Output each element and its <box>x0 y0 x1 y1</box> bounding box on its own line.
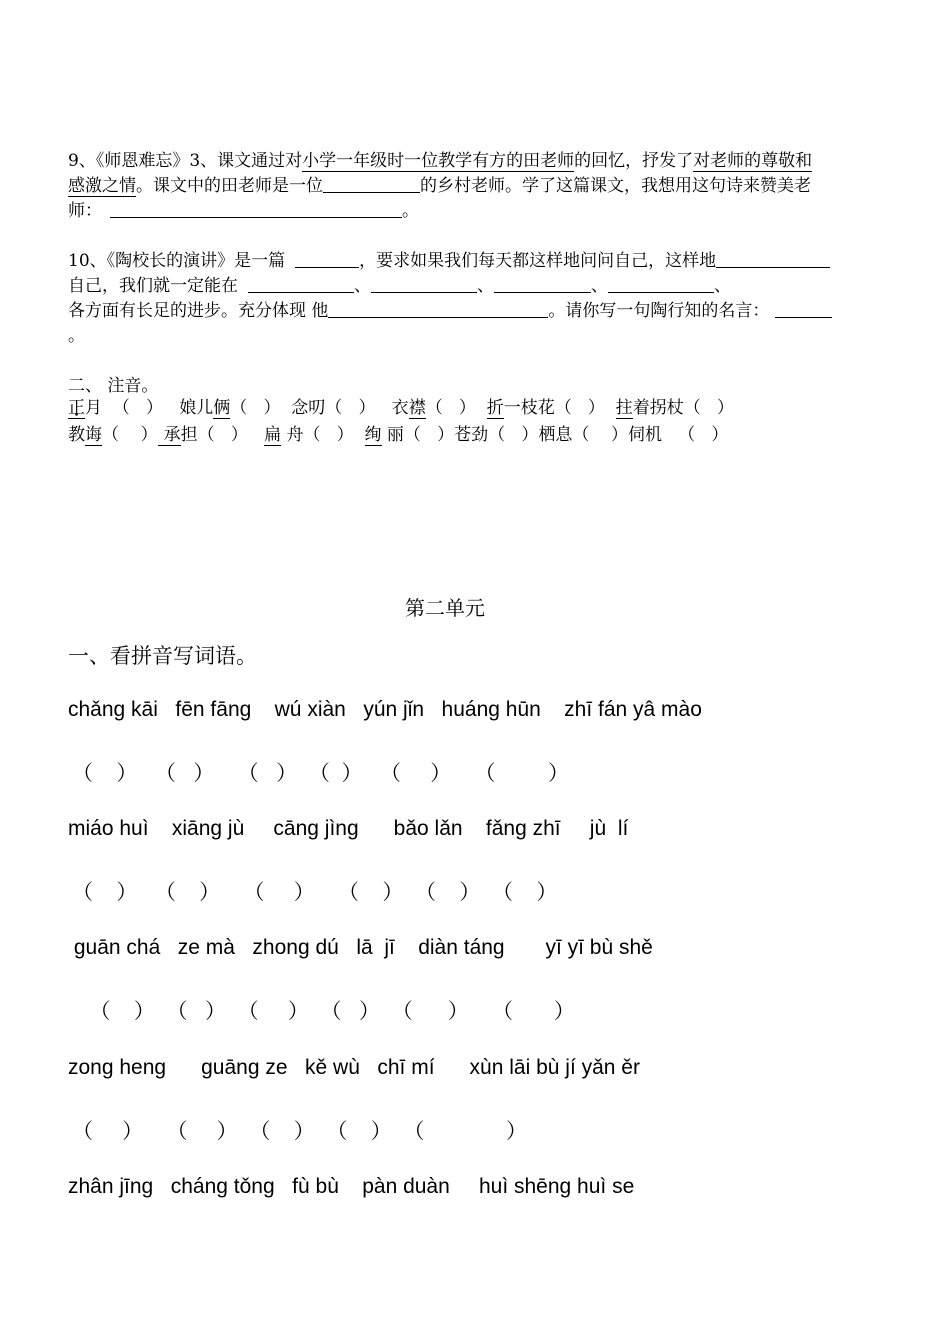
q10-sep: 、 <box>477 276 494 296</box>
q9-prefix: 9、《师恩难忘》3、课文通过对 <box>68 151 303 171</box>
q10-blank-6[interactable] <box>608 276 714 293</box>
q10-line-1 <box>68 246 830 271</box>
q10-text-b: ，要求如果我们每天都这样地问问自己，这样地 <box>359 251 717 271</box>
q10-sep: 、 <box>591 276 608 296</box>
q10-blank-7[interactable] <box>328 301 548 318</box>
q10-blank-3[interactable] <box>248 276 354 293</box>
q10-line-4: 。 <box>68 326 85 346</box>
zhuyin-char: 诲 <box>85 425 102 445</box>
q9-blank-1[interactable] <box>323 176 420 193</box>
section2-row-1 <box>68 393 734 418</box>
zhuyin-rest: 舟（ ） <box>281 425 365 445</box>
q9-mid: 的回忆，抒发了 <box>574 151 694 171</box>
q10-sep: 、 <box>354 276 371 296</box>
answer-brackets[interactable]: （ ） （ ） （ ） （ ） （ ） （ ） <box>72 1000 575 1023</box>
zhuyin-char: 绚 <box>364 425 382 445</box>
zhuyin-rest: 一枝花（ ） <box>503 398 616 418</box>
section2-row-2 <box>68 420 728 445</box>
q10-blank-2[interactable] <box>716 251 830 268</box>
part1-heading: 一、看拼音写词语。 <box>68 644 257 668</box>
answer-brackets[interactable]: （ ） （ ） （ ） （ ） （ ） （ ） <box>72 762 570 785</box>
q9-underlined-1: 小学一年级时一位教学有方的田老师 <box>302 151 575 171</box>
zhuyin-char: 俩 <box>213 398 231 418</box>
q9-line-1 <box>68 146 812 171</box>
q10-line-2 <box>68 271 731 296</box>
q10-sep: 、 <box>714 276 731 296</box>
zhuyin-char: 拄 <box>615 398 633 418</box>
q9-rest-b: 的乡村老师。学了这篇课文，我想用这句诗来赞美老 <box>420 176 811 196</box>
q10-text-e: 。请你写一句陶行知的名言： <box>548 301 770 321</box>
q10-blank-5[interactable] <box>494 276 591 293</box>
pinyin-line: ɡuān chá ze mà zhong dú lā jī diàn tánɡ yī yī bù shě <box>68 936 653 959</box>
pinyin-line: chǎnɡ kāi fēn fānɡ wú xiàn yún jǐn huánɡ hūn zhī fán yâ mào <box>68 698 702 721</box>
zhuyin-rest: 着拐杖（ ） <box>632 398 734 418</box>
q9-underlined-2a: 对老师的尊敬和 <box>693 151 813 171</box>
q10-blank-8[interactable] <box>775 301 832 318</box>
section2-heading: 二、 注音。 <box>68 376 159 396</box>
q9-line-3 <box>68 196 419 221</box>
q9-end: 。 <box>402 201 419 221</box>
pinyin-line: miáo huì xiānɡ jù cānɡ jìnɡ bǎo lǎn fǎnɡ zhī jù lí <box>68 817 629 840</box>
zhuyin-rest: 月 （ ） 娘儿 <box>85 398 214 418</box>
zhuyin-rest: （ ） <box>425 398 487 418</box>
q10-line-3 <box>68 296 832 321</box>
q9-rest: 。课文中的田老师是一位 <box>136 176 323 196</box>
q10-text-c: 自己，我们就一定能在 <box>68 276 238 296</box>
zhuyin-rest: 丽（ ）苍劲（ ）栖息（ ）伺机 （ ） <box>381 425 729 445</box>
pinyin-line: zhân jīnɡ chánɡ tǒnɡ fù bù pàn duàn huì shēnɡ huì se <box>68 1175 635 1198</box>
pinyin-line: zonɡ henɡ ɡuānɡ ze kě wù chī mí xùn lāi bù jí yǎn ěr <box>68 1056 640 1079</box>
zhuyin-rest: 担（ ） <box>180 425 265 445</box>
answer-brackets[interactable]: （ ） （ ） （ ） （ ） （ ） <box>72 1120 528 1143</box>
q10-text-a: 10、《陶校长的演讲》是一篇 <box>68 251 286 271</box>
answer-brackets[interactable]: （ ） （ ） （ ） （ ） （ ） （ ） <box>72 881 558 904</box>
zhuyin-char: 扁 <box>264 425 282 445</box>
zhuyin-char: 承 <box>158 425 181 446</box>
q9-line3-label: 师： <box>68 201 102 221</box>
q10-blank-4[interactable] <box>371 276 477 293</box>
unit-title: 第二单元 <box>405 596 485 620</box>
zhuyin-rest: （ ） 念叨（ ） 衣 <box>230 398 409 418</box>
zhuyin-char: 正 <box>68 398 85 418</box>
q10-text-d: 各方面有长足的进步。充分体现 他 <box>68 301 329 321</box>
zhuyin-char: 折 <box>486 398 504 418</box>
q9-underlined-2b: 感激之情 <box>68 176 136 196</box>
zhuyin-char: 襟 <box>408 398 426 418</box>
zhuyin-rest: （ ） <box>102 425 158 445</box>
q9-line-2 <box>68 171 811 196</box>
q9-blank-2[interactable] <box>110 201 402 218</box>
zhuyin-pre: 教 <box>68 425 85 445</box>
q10-blank-1[interactable] <box>295 251 359 268</box>
